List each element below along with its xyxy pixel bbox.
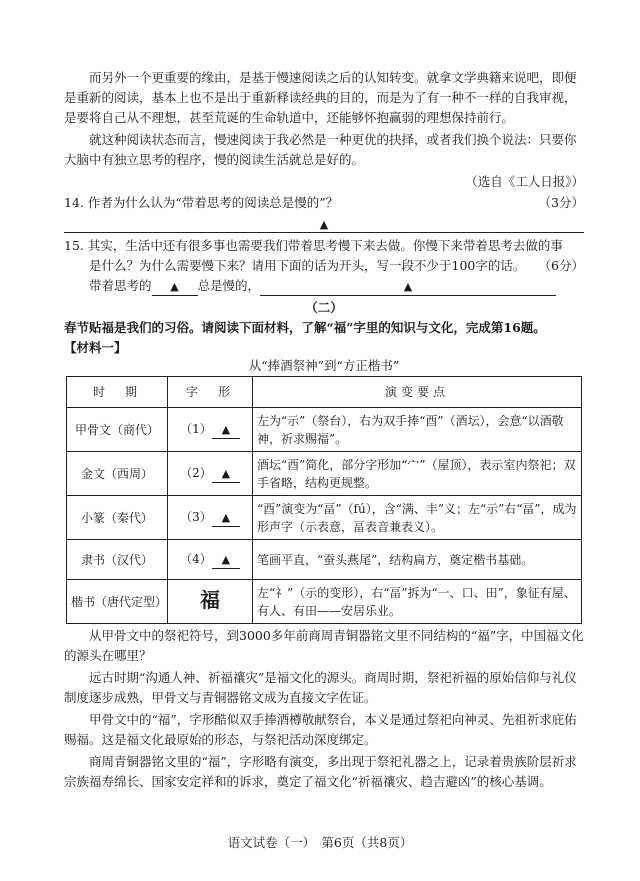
question-14-points: （3分）: [538, 195, 584, 210]
glyph-blank: [212, 551, 240, 569]
material-label: 【材料一】: [64, 340, 127, 355]
row-glyph-blank[interactable]: [168, 496, 253, 540]
section-title: （二）: [305, 300, 343, 315]
question-15-text: 是什么？为什么需要慢下来？请用下面的话为开头，写一段不少于100字的话。: [89, 258, 526, 273]
evolution-table: [66, 376, 582, 624]
section-intro: 春节贴福是我们的习俗。请阅读下面材料，了解“福”字里的知识与文化，完成第16题。: [64, 320, 546, 335]
blank-marker: ▲: [403, 280, 413, 293]
table-row: [67, 540, 582, 580]
glyph-blank: [212, 421, 240, 439]
row-point: 左“礻”（示的变形），右“畐”拆为“一、口、田”，象征有屋、有人、有田——安居乐业。: [253, 580, 582, 624]
question-15-line2: [64, 256, 584, 276]
blank-marker: ▲: [221, 553, 231, 566]
prompt-mid: 总是慢的，: [197, 278, 261, 293]
glyph-character: 福: [200, 588, 220, 612]
table-row: [67, 580, 582, 624]
row-point: “酉”演变为“畐”（fú），含“满、丰”义；左“示”右“畐”，成为形声字（示表意，畐表音兼表义）。: [253, 496, 582, 540]
passage-paragraph: 商周青铜器铭文里的“福”，字形略有演变，多出现于祭祀礼器之上，记录着贵族阶层祈求宗族福寿绵长、国家安定祥和的诉求，奠定了福文化“祈福禳灾、趋吉避凶”的核心基调。: [64, 754, 577, 789]
row-period: 楷书（唐代定型）: [67, 580, 168, 624]
table-header-row: [67, 377, 582, 408]
header-period: 时 期: [67, 377, 168, 408]
row-point: 笔画平直，“蚕头燕尾”，结构扁方，奠定楷书基础。: [253, 540, 582, 580]
table-row: [67, 408, 582, 452]
prompt-blank-2[interactable]: [260, 278, 556, 296]
row-period: 小篆（秦代）: [67, 496, 168, 540]
glyph-number: （3）: [180, 510, 212, 524]
passage-paragraph: 就这种阅读状态而言，慢速阅读于我必然是一种更优的抉择，或者我们换个说法：只要你大脑中有独立思考的程序，慢的阅读生活就总是好的。: [64, 132, 577, 167]
glyph-blank: [212, 509, 240, 527]
passage-source: （选自《工人日报》）: [465, 174, 584, 189]
passage-paragraph: 远古时期“沟通人神、祈福禳灾”是福文化的源头。商周时期，祭祀祈福的原始信仰与礼仪制度逐步成熟，甲骨文与青铜器铭文成为直接文字佐证。: [64, 670, 577, 705]
row-glyph-blank[interactable]: [168, 452, 253, 496]
glyph-number: （2）: [180, 466, 212, 480]
question-15-points: （6分）: [538, 258, 584, 273]
passage-paragraph: 而另外一个更重要的缘由，是基于慢速阅读之后的认知转变。就拿文学典籍来说吧，即便是重新的阅读，基本上也不是出于重新释读经典的目的，而是为了有一种不一样的自我审视，是要将自己从不理想，甚至荒诞的生命轨道中，还能够怀抱赢弱的理想保持前行。: [64, 70, 577, 125]
row-glyph-blank[interactable]: [168, 408, 253, 452]
row-glyph: [168, 580, 253, 624]
question-15-line1: 15. 其实，生活中还有很多事也需要我们带着思考慢下来去做。你慢下来带着思考去做的事: [64, 238, 563, 253]
row-period: 隶书（汉代）: [67, 540, 168, 580]
answer-line-14[interactable]: [64, 214, 584, 233]
table-row: [67, 496, 582, 540]
blank-marker: ▲: [221, 511, 231, 524]
row-glyph-blank[interactable]: [168, 540, 253, 580]
row-period: 甲骨文（商代）: [67, 408, 168, 452]
prompt-blank-1[interactable]: [152, 278, 198, 296]
passage-paragraph: 甲骨文中的“福”，字形酷似双手捧酒樽敬献祭台，本义是通过祭祀向神灵、先祖祈求庇佑赐福。这是福文化最原始的形态，与祭祀活动深度绑定。: [64, 712, 577, 747]
header-glyph: 字 形: [168, 377, 253, 408]
blank-marker: ▲: [221, 423, 231, 436]
passage-paragraph: 从甲骨文中的祭祀符号，到3000多年前商周青铜器铭文里不同结构的“福”字，中国福文化的源头在哪里？: [64, 628, 584, 663]
glyph-number: （4）: [180, 552, 212, 566]
question-15-prompt: [64, 276, 584, 296]
table-row: [67, 452, 582, 496]
blank-marker: ▲: [221, 467, 231, 480]
row-point: 酒坛“酉”简化，部分字形加“宀”（屋顶），表示室内祭祀；双手省略，结构更规整。: [253, 452, 582, 496]
page-footer: 语文试卷（一） 第6页（共8页）: [227, 835, 413, 850]
table-title: 从“捧酒祭神”到“方正楷书”: [248, 358, 400, 373]
blank-marker: ▲: [170, 280, 179, 293]
question-14: [64, 193, 584, 213]
glyph-blank: [212, 465, 240, 483]
prompt-start: 带着思考的: [89, 278, 152, 293]
question-14-text: 14. 作者为什么认为“带着思考的阅读总是慢的”？: [64, 195, 339, 210]
row-period: 金文（西周）: [67, 452, 168, 496]
header-point: 演变要点: [253, 377, 582, 408]
blank-marker: ▲: [319, 218, 329, 231]
row-point: 左为“示”（祭台），右为双手捧“酉”（酒坛），会意“以酒敬神，祈求赐福”。: [253, 408, 582, 452]
glyph-number: （1）: [180, 422, 212, 436]
